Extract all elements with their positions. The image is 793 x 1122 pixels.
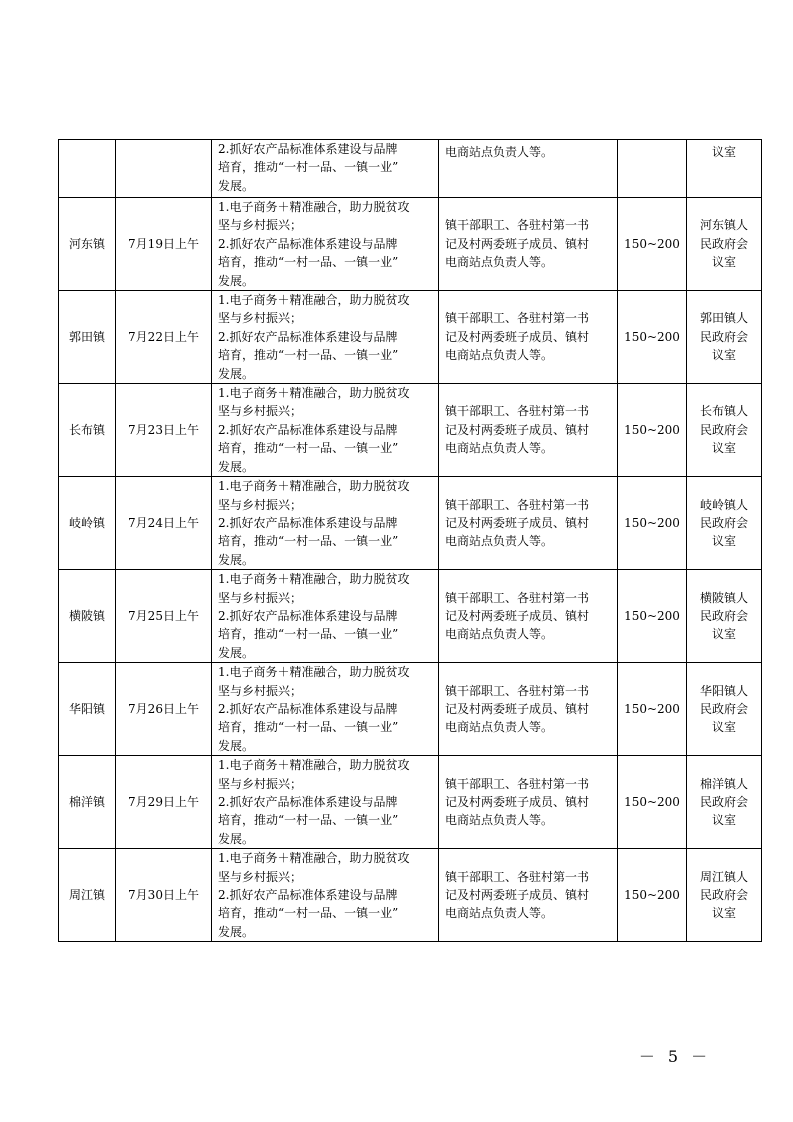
count-cell: 150~200 — [618, 198, 687, 291]
time-cell: 7月24日上午 — [116, 477, 212, 570]
participants-line: 镇干部职工、各驻村第一书 — [445, 776, 590, 791]
participants-line: 镇干部职工、各驻村第一书 — [445, 404, 590, 419]
venue-cell — [687, 663, 762, 756]
venue-line: 民政府会 — [699, 422, 748, 437]
venue-line: 周江镇人 — [699, 869, 748, 884]
venue-cell — [687, 477, 762, 570]
content-cell — [212, 384, 439, 477]
content-line: 发展。 — [218, 831, 255, 846]
participants-line: 电商站点负责人等。 — [445, 441, 554, 456]
content-line: 2.抓好农产品标准体系建设与品牌 — [218, 795, 398, 809]
content-line: 坚与乡村振兴； — [218, 218, 303, 233]
table-row — [59, 849, 762, 942]
content-line: 发展。 — [218, 645, 255, 660]
content-cell — [212, 291, 439, 384]
table-row-continued — [59, 140, 762, 198]
content-cell — [212, 140, 439, 198]
content-line: 发展。 — [218, 459, 255, 474]
participants-line: 记及村两委班子成员、镇村 — [445, 608, 590, 623]
town-cell — [59, 140, 116, 198]
content-line: 发展。 — [218, 924, 255, 939]
participants-line: 电商站点负责人等。 — [445, 906, 554, 921]
schedule-table-body — [59, 140, 762, 942]
table-row — [59, 198, 762, 291]
content-line: 1.电子商务＋精准融合，助力脱贫攻 — [218, 665, 410, 680]
venue-line: 民政府会 — [699, 236, 748, 251]
venue-cell — [687, 570, 762, 663]
table-row — [59, 570, 762, 663]
content-line: 1.电子商务＋精准融合，助力脱贫攻 — [218, 851, 410, 866]
participants-line: 电商站点负责人等。 — [445, 627, 554, 642]
content-line: 培育，推动“一村一品、一镇一业” — [218, 348, 399, 363]
venue-line: 议室 — [711, 145, 736, 159]
venue-line: 议室 — [711, 534, 736, 549]
content-cell — [212, 663, 439, 756]
content-line: 发展。 — [218, 552, 255, 567]
time-cell: 7月29日上午 — [116, 756, 212, 849]
table-row — [59, 756, 762, 849]
count-cell: 150~200 — [618, 756, 687, 849]
venue-line: 棉洋镇人 — [699, 776, 748, 791]
content-line: 坚与乡村振兴； — [218, 683, 303, 698]
content-line: 1.电子商务＋精准融合，助力脱贫攻 — [218, 293, 410, 308]
content-line: 培育，推动“一村一品、一镇一业” — [218, 534, 399, 549]
participants-line: 镇干部职工、各驻村第一书 — [445, 869, 590, 884]
table-row — [59, 477, 762, 570]
town-cell: 郭田镇 — [59, 291, 116, 384]
content-line: 2.抓好农产品标准体系建设与品牌 — [218, 608, 398, 623]
participants-line: 记及村两委班子成员、镇村 — [445, 888, 590, 903]
participants-line: 记及村两委班子成员、镇村 — [445, 701, 590, 716]
participants-line: 镇干部职工、各驻村第一书 — [445, 497, 590, 512]
venue-line: 华阳镇人 — [699, 683, 748, 698]
count-cell: 150~200 — [618, 384, 687, 477]
content-line: 1.电子商务＋精准融合，助力脱贫攻 — [218, 479, 410, 494]
participants-line: 电商站点负责人等。 — [445, 534, 554, 549]
participants-cell — [439, 291, 618, 384]
content-line: 2.抓好农产品标准体系建设与品牌 — [218, 142, 398, 156]
content-line: 坚与乡村振兴； — [218, 404, 303, 419]
venue-line: 议室 — [711, 348, 736, 363]
venue-cell — [687, 140, 762, 198]
content-line: 发展。 — [218, 273, 255, 288]
town-cell: 岐岭镇 — [59, 477, 116, 570]
page-number: － 5 － — [638, 1047, 712, 1066]
town-cell: 长布镇 — [59, 384, 116, 477]
time-cell: 7月30日上午 — [116, 849, 212, 942]
content-cell — [212, 198, 439, 291]
content-line: 培育，推动“一村一品、一镇一业” — [218, 160, 399, 175]
participants-cell — [439, 140, 618, 198]
participants-line: 记及村两委班子成员、镇村 — [445, 515, 590, 530]
venue-cell — [687, 756, 762, 849]
participants-cell — [439, 384, 618, 477]
venue-line: 议室 — [711, 441, 736, 456]
content-line: 2.抓好农产品标准体系建设与品牌 — [218, 422, 398, 437]
venue-line: 议室 — [711, 906, 736, 921]
venue-line: 议室 — [711, 627, 736, 642]
participants-line: 镇干部职工、各驻村第一书 — [445, 218, 590, 233]
content-cell — [212, 849, 439, 942]
town-cell: 横陂镇 — [59, 570, 116, 663]
content-line: 2.抓好农产品标准体系建设与品牌 — [218, 515, 398, 530]
town-cell: 棉洋镇 — [59, 756, 116, 849]
participants-cell — [439, 198, 618, 291]
table-row — [59, 663, 762, 756]
content-cell — [212, 477, 439, 570]
participants-line: 记及村两委班子成员、镇村 — [445, 795, 590, 809]
participants-line: 电商站点负责人等。 — [445, 145, 554, 159]
participants-line: 镇干部职工、各驻村第一书 — [445, 311, 590, 326]
content-line: 2.抓好农产品标准体系建设与品牌 — [218, 236, 398, 251]
content-line: 发展。 — [218, 178, 255, 193]
content-line: 培育，推动“一村一品、一镇一业” — [218, 813, 399, 828]
venue-line: 民政府会 — [699, 888, 748, 903]
participants-cell — [439, 570, 618, 663]
schedule-table — [58, 139, 762, 942]
content-line: 坚与乡村振兴； — [218, 590, 303, 605]
participants-cell — [439, 477, 618, 570]
count-cell: 150~200 — [618, 570, 687, 663]
town-cell: 周江镇 — [59, 849, 116, 942]
venue-cell — [687, 198, 762, 291]
venue-line: 议室 — [711, 813, 736, 828]
time-cell — [116, 140, 212, 198]
count-cell: 150~200 — [618, 849, 687, 942]
venue-line: 郭田镇人 — [699, 311, 748, 326]
content-cell — [212, 570, 439, 663]
venue-line: 民政府会 — [699, 608, 748, 623]
content-line: 培育，推动“一村一品、一镇一业” — [218, 441, 399, 456]
content-line: 1.电子商务＋精准融合，助力脱贫攻 — [218, 386, 410, 401]
count-cell: 150~200 — [618, 291, 687, 384]
content-line: 1.电子商务＋精准融合，助力脱贫攻 — [218, 572, 410, 587]
content-cell — [212, 756, 439, 849]
venue-line: 民政府会 — [699, 515, 748, 530]
content-line: 坚与乡村振兴； — [218, 311, 303, 326]
content-line: 2.抓好农产品标准体系建设与品牌 — [218, 701, 398, 716]
participants-line: 电商站点负责人等。 — [445, 720, 554, 735]
count-cell — [618, 140, 687, 198]
content-line: 培育，推动“一村一品、一镇一业” — [218, 255, 399, 270]
participants-line: 记及村两委班子成员、镇村 — [445, 422, 590, 437]
content-line: 坚与乡村振兴； — [218, 497, 303, 512]
venue-line: 民政府会 — [699, 701, 748, 716]
time-cell: 7月22日上午 — [116, 291, 212, 384]
participants-line: 记及村两委班子成员、镇村 — [445, 236, 590, 251]
content-line: 培育，推动“一村一品、一镇一业” — [218, 720, 399, 735]
venue-cell — [687, 384, 762, 477]
content-line: 发展。 — [218, 738, 255, 753]
participants-line: 电商站点负责人等。 — [445, 813, 554, 828]
venue-cell — [687, 849, 762, 942]
content-line: 2.抓好农产品标准体系建设与品牌 — [218, 329, 398, 344]
participants-cell — [439, 663, 618, 756]
content-line: 1.电子商务＋精准融合，助力脱贫攻 — [218, 758, 410, 773]
participants-cell — [439, 849, 618, 942]
venue-line: 民政府会 — [699, 795, 748, 809]
participants-line: 镇干部职工、各驻村第一书 — [445, 683, 590, 698]
participants-line: 电商站点负责人等。 — [445, 255, 554, 270]
time-cell: 7月19日上午 — [116, 198, 212, 291]
venue-line: 长布镇人 — [699, 404, 748, 419]
venue-line: 民政府会 — [699, 329, 748, 344]
participants-cell — [439, 756, 618, 849]
participants-line: 镇干部职工、各驻村第一书 — [445, 590, 590, 605]
content-line: 培育，推动“一村一品、一镇一业” — [218, 627, 399, 642]
venue-line: 岐岭镇人 — [699, 497, 748, 512]
content-line: 1.电子商务＋精准融合，助力脱贫攻 — [218, 200, 410, 214]
time-cell: 7月23日上午 — [116, 384, 212, 477]
participants-line: 电商站点负责人等。 — [445, 348, 554, 363]
content-line: 坚与乡村振兴； — [218, 776, 303, 791]
venue-line: 河东镇人 — [699, 218, 748, 233]
table-row — [59, 384, 762, 477]
content-line: 发展。 — [218, 366, 255, 381]
content-line: 培育，推动“一村一品、一镇一业” — [218, 906, 399, 921]
venue-cell — [687, 291, 762, 384]
venue-line: 横陂镇人 — [699, 590, 748, 605]
town-cell: 华阳镇 — [59, 663, 116, 756]
time-cell: 7月26日上午 — [116, 663, 212, 756]
count-cell: 150~200 — [618, 477, 687, 570]
content-line: 2.抓好农产品标准体系建设与品牌 — [218, 888, 398, 903]
venue-line: 议室 — [711, 720, 736, 735]
count-cell: 150~200 — [618, 663, 687, 756]
table-row — [59, 291, 762, 384]
venue-line: 议室 — [711, 255, 736, 270]
content-line: 坚与乡村振兴； — [218, 869, 303, 884]
participants-line: 记及村两委班子成员、镇村 — [445, 329, 590, 344]
town-cell: 河东镇 — [59, 198, 116, 291]
time-cell: 7月25日上午 — [116, 570, 212, 663]
